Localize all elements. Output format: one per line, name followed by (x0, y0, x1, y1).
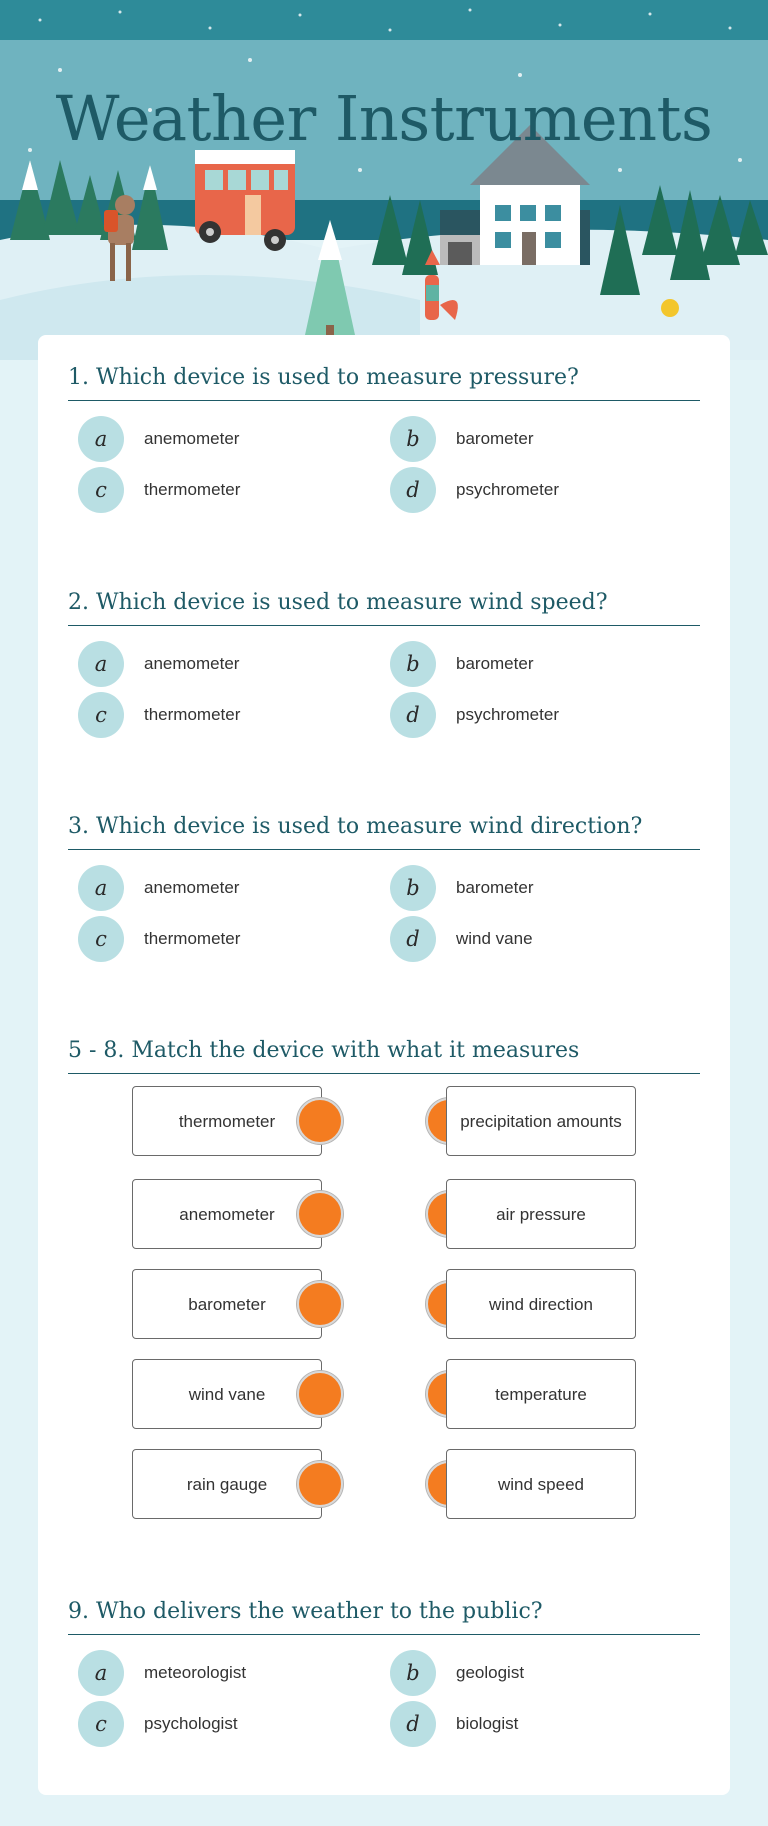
option-letter-badge: d (390, 467, 436, 513)
option-a[interactable] (78, 641, 239, 687)
option-letter-badge: a (78, 416, 124, 462)
option-letter-badge: d (390, 1701, 436, 1747)
answer-options (68, 626, 700, 736)
option-text: anemometer (144, 429, 240, 448)
match-connector-left[interactable] (297, 1281, 343, 1327)
option-text: psychologist (144, 1714, 238, 1733)
option-text: meteorologist (144, 1663, 247, 1682)
match-right-item: wind direction (446, 1269, 636, 1339)
match-connector-left[interactable] (297, 1371, 343, 1417)
option-b[interactable] (390, 641, 533, 687)
option-letter-badge: b (390, 1650, 436, 1696)
option-text: thermometer (144, 929, 241, 948)
option-letter-badge: d (390, 916, 436, 962)
question-1 (68, 365, 700, 511)
match-left-item: barometer (132, 1269, 322, 1339)
option-text: geologist (456, 1663, 525, 1682)
question-title: 2. Which device is used to measure wind speed? (68, 590, 700, 626)
option-letter-badge: a (78, 865, 124, 911)
match-left-item: rain gauge (132, 1449, 322, 1519)
option-text: anemometer (144, 878, 240, 897)
question-title: 3. Which device is used to measure wind direction? (68, 814, 700, 850)
worksheet-card (38, 335, 730, 1795)
question-title: 9. Who delivers the weather to the public? (68, 1599, 700, 1635)
option-letter-badge: c (78, 467, 124, 513)
match-left-item: anemometer (132, 1179, 322, 1249)
match-right-item: wind speed (446, 1449, 636, 1519)
option-text: psychrometer (456, 480, 559, 499)
answer-options (68, 1635, 700, 1745)
match-left-item: wind vane (132, 1359, 322, 1429)
question-title: 5 - 8. Match the device with what it measures (68, 1038, 700, 1074)
header-banner (0, 0, 768, 360)
match-connector-left[interactable] (297, 1098, 343, 1144)
match-right-item: precipitation amounts (446, 1086, 636, 1156)
option-letter-badge: c (78, 916, 124, 962)
option-b[interactable] (390, 865, 533, 911)
option-a[interactable] (78, 865, 239, 911)
option-c[interactable] (78, 692, 240, 738)
option-letter-badge: d (390, 692, 436, 738)
option-text: thermometer (144, 705, 241, 724)
match-left-item: thermometer (132, 1086, 322, 1156)
answer-options (68, 401, 700, 511)
answer-options (68, 850, 700, 960)
matching-question (68, 1038, 700, 1508)
winter-scene-illustration (0, 0, 768, 360)
option-letter-badge: a (78, 1650, 124, 1696)
option-b[interactable] (390, 1650, 524, 1696)
match-connector-left[interactable] (297, 1461, 343, 1507)
option-text: biologist (456, 1714, 519, 1733)
option-text: thermometer (144, 480, 241, 499)
option-a[interactable] (78, 1650, 246, 1696)
question-title: 1. Which device is used to measure pressure? (68, 365, 700, 401)
option-text: wind vane (456, 929, 533, 948)
match-right-item: air pressure (446, 1179, 636, 1249)
option-text: barometer (456, 429, 534, 448)
option-letter-badge: c (78, 692, 124, 738)
option-d[interactable] (390, 1701, 518, 1747)
match-right-item: temperature (446, 1359, 636, 1429)
option-letter-badge: b (390, 416, 436, 462)
option-letter-badge: b (390, 641, 436, 687)
option-a[interactable] (78, 416, 239, 462)
option-text: anemometer (144, 654, 240, 673)
option-letter-badge: a (78, 641, 124, 687)
option-d[interactable] (390, 467, 559, 513)
option-letter-badge: c (78, 1701, 124, 1747)
option-b[interactable] (390, 416, 533, 462)
option-c[interactable] (78, 916, 240, 962)
question-2 (68, 590, 700, 736)
option-c[interactable] (78, 467, 240, 513)
option-text: psychrometer (456, 705, 559, 724)
option-text: barometer (456, 654, 534, 673)
question-9 (68, 1599, 700, 1745)
option-d[interactable] (390, 916, 533, 962)
option-c[interactable] (78, 1701, 238, 1747)
question-3 (68, 814, 700, 960)
match-connector-left[interactable] (297, 1191, 343, 1237)
option-letter-badge: b (390, 865, 436, 911)
page-title: Weather Instruments (55, 82, 713, 155)
option-d[interactable] (390, 692, 559, 738)
option-text: barometer (456, 878, 534, 897)
